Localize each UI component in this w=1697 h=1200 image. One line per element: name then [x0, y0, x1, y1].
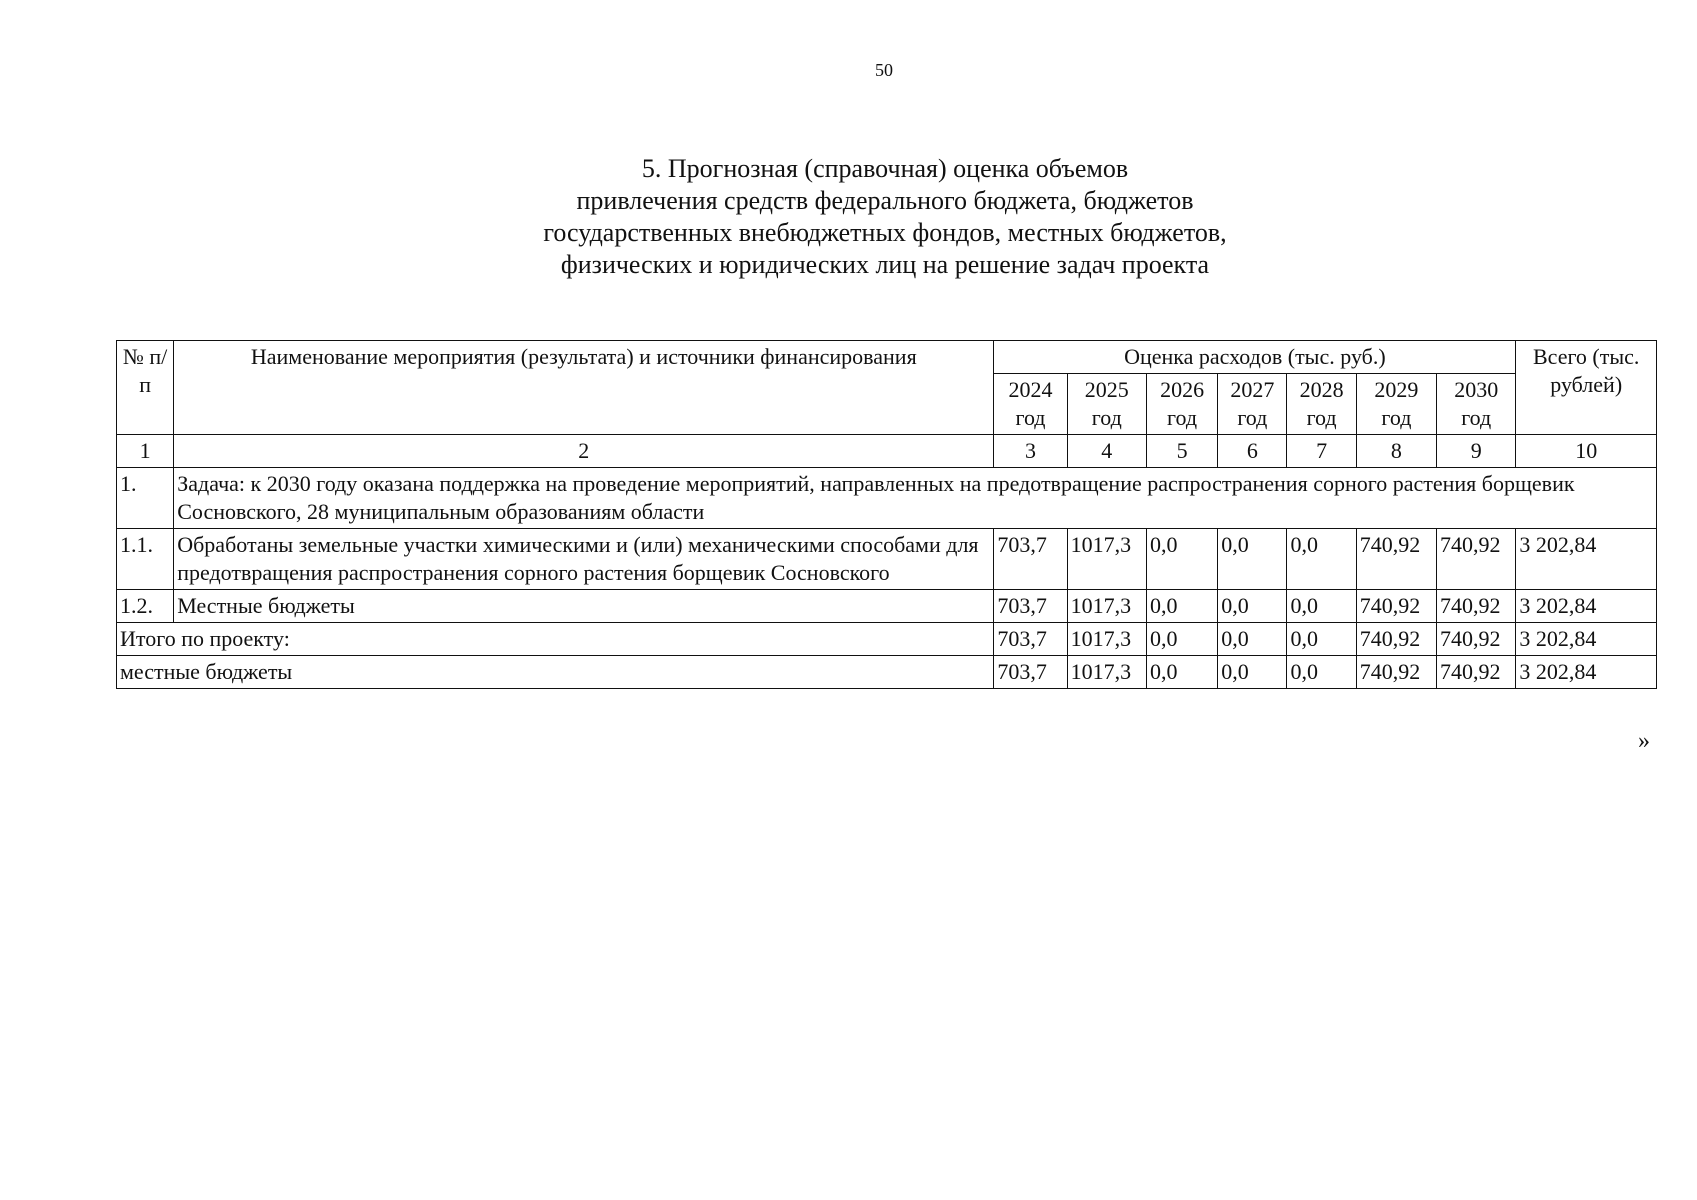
- page-number: 50: [875, 60, 893, 80]
- summary-label: местные бюджеты: [117, 656, 994, 689]
- budget-table: [116, 340, 1657, 689]
- column-number: 3: [994, 435, 1067, 468]
- value-cell: 740,92: [1356, 656, 1436, 689]
- value-cell: 703,7: [994, 623, 1067, 656]
- table-row: [117, 590, 1657, 623]
- value-cell: 0,0: [1146, 529, 1217, 590]
- value-cell: 0,0: [1287, 623, 1356, 656]
- value-cell: 1017,3: [1067, 656, 1146, 689]
- value-cell: 740,92: [1356, 623, 1436, 656]
- column-number: 2: [174, 435, 994, 468]
- row-num: 1.2.: [117, 590, 174, 623]
- row-name: Местные бюджеты: [174, 590, 994, 623]
- task-text: Задача: к 2030 году оказана поддержка на проведение мероприятий, направленных на предотвращение распространения сорного растения борщевик Сосновского, 28 муниципальным образованиям области: [174, 468, 1657, 529]
- row-num: 1.1.: [117, 529, 174, 590]
- value-cell: 0,0: [1218, 529, 1287, 590]
- value-cell: 1017,3: [1067, 590, 1146, 623]
- header-cost-group: Оценка расходов (тыс. руб.): [994, 341, 1516, 374]
- value-cell: 703,7: [994, 656, 1067, 689]
- header-year: 2027 год: [1218, 374, 1287, 435]
- header-year: 2026 год: [1146, 374, 1217, 435]
- value-cell: 0,0: [1218, 623, 1287, 656]
- column-number-row: [117, 435, 1657, 468]
- row-name: Обработаны земельные участки химическими и (или) механическими способами для предотвращения распространения сорного растения борщевик Сосновского: [174, 529, 994, 590]
- header-year: 2028 год: [1287, 374, 1356, 435]
- value-cell: 740,92: [1437, 656, 1516, 689]
- header-total: Всего (тыс. рублей): [1516, 341, 1657, 435]
- value-cell: 740,92: [1437, 590, 1516, 623]
- title-line: физических и юридических лиц на решение задач проекта: [560, 250, 1210, 279]
- header-row-1: [117, 341, 1657, 374]
- summary-label: Итого по проекту:: [117, 623, 994, 656]
- header-name: Наименование мероприятия (результата) и источники финансирования: [174, 341, 994, 435]
- total-cell: 3 202,84: [1516, 623, 1657, 656]
- value-cell: 740,92: [1437, 623, 1516, 656]
- title-line: государственных внебюджетных фондов, местных бюджетов,: [543, 218, 1227, 247]
- total-cell: 3 202,84: [1516, 529, 1657, 590]
- header-year: 2029 год: [1356, 374, 1436, 435]
- value-cell: 0,0: [1218, 590, 1287, 623]
- title-line: привлечения средств федерального бюджета, бюджетов: [576, 186, 1194, 215]
- header-year: 2030 год: [1437, 374, 1516, 435]
- section-title: [0, 153, 1697, 281]
- column-number: 6: [1218, 435, 1287, 468]
- value-cell: 740,92: [1437, 529, 1516, 590]
- value-cell: 703,7: [994, 529, 1067, 590]
- header-num: № п/п: [117, 341, 174, 435]
- total-cell: 3 202,84: [1516, 590, 1657, 623]
- value-cell: 740,92: [1356, 529, 1436, 590]
- value-cell: 0,0: [1287, 529, 1356, 590]
- total-cell: 3 202,84: [1516, 656, 1657, 689]
- header-year: 2025 год: [1067, 374, 1146, 435]
- value-cell: 0,0: [1146, 590, 1217, 623]
- closing-quote: »: [1638, 728, 1650, 754]
- column-number: 1: [117, 435, 174, 468]
- column-number: 9: [1437, 435, 1516, 468]
- column-number: 8: [1356, 435, 1436, 468]
- value-cell: 1017,3: [1067, 623, 1146, 656]
- value-cell: 0,0: [1287, 656, 1356, 689]
- value-cell: 0,0: [1287, 590, 1356, 623]
- column-number: 10: [1516, 435, 1657, 468]
- title-line: 5. Прогнозная (справочная) оценка объемов: [641, 154, 1129, 183]
- value-cell: 740,92: [1356, 590, 1436, 623]
- value-cell: 1017,3: [1067, 529, 1146, 590]
- column-number: 7: [1287, 435, 1356, 468]
- summary-row: [117, 623, 1657, 656]
- table-row: [117, 529, 1657, 590]
- value-cell: 0,0: [1146, 656, 1217, 689]
- task-row: [117, 468, 1657, 529]
- header-year: 2024 год: [994, 374, 1067, 435]
- summary-row: [117, 656, 1657, 689]
- value-cell: 703,7: [994, 590, 1067, 623]
- task-num: 1.: [117, 468, 174, 529]
- column-number: 4: [1067, 435, 1146, 468]
- column-number: 5: [1146, 435, 1217, 468]
- value-cell: 0,0: [1146, 623, 1217, 656]
- value-cell: 0,0: [1218, 656, 1287, 689]
